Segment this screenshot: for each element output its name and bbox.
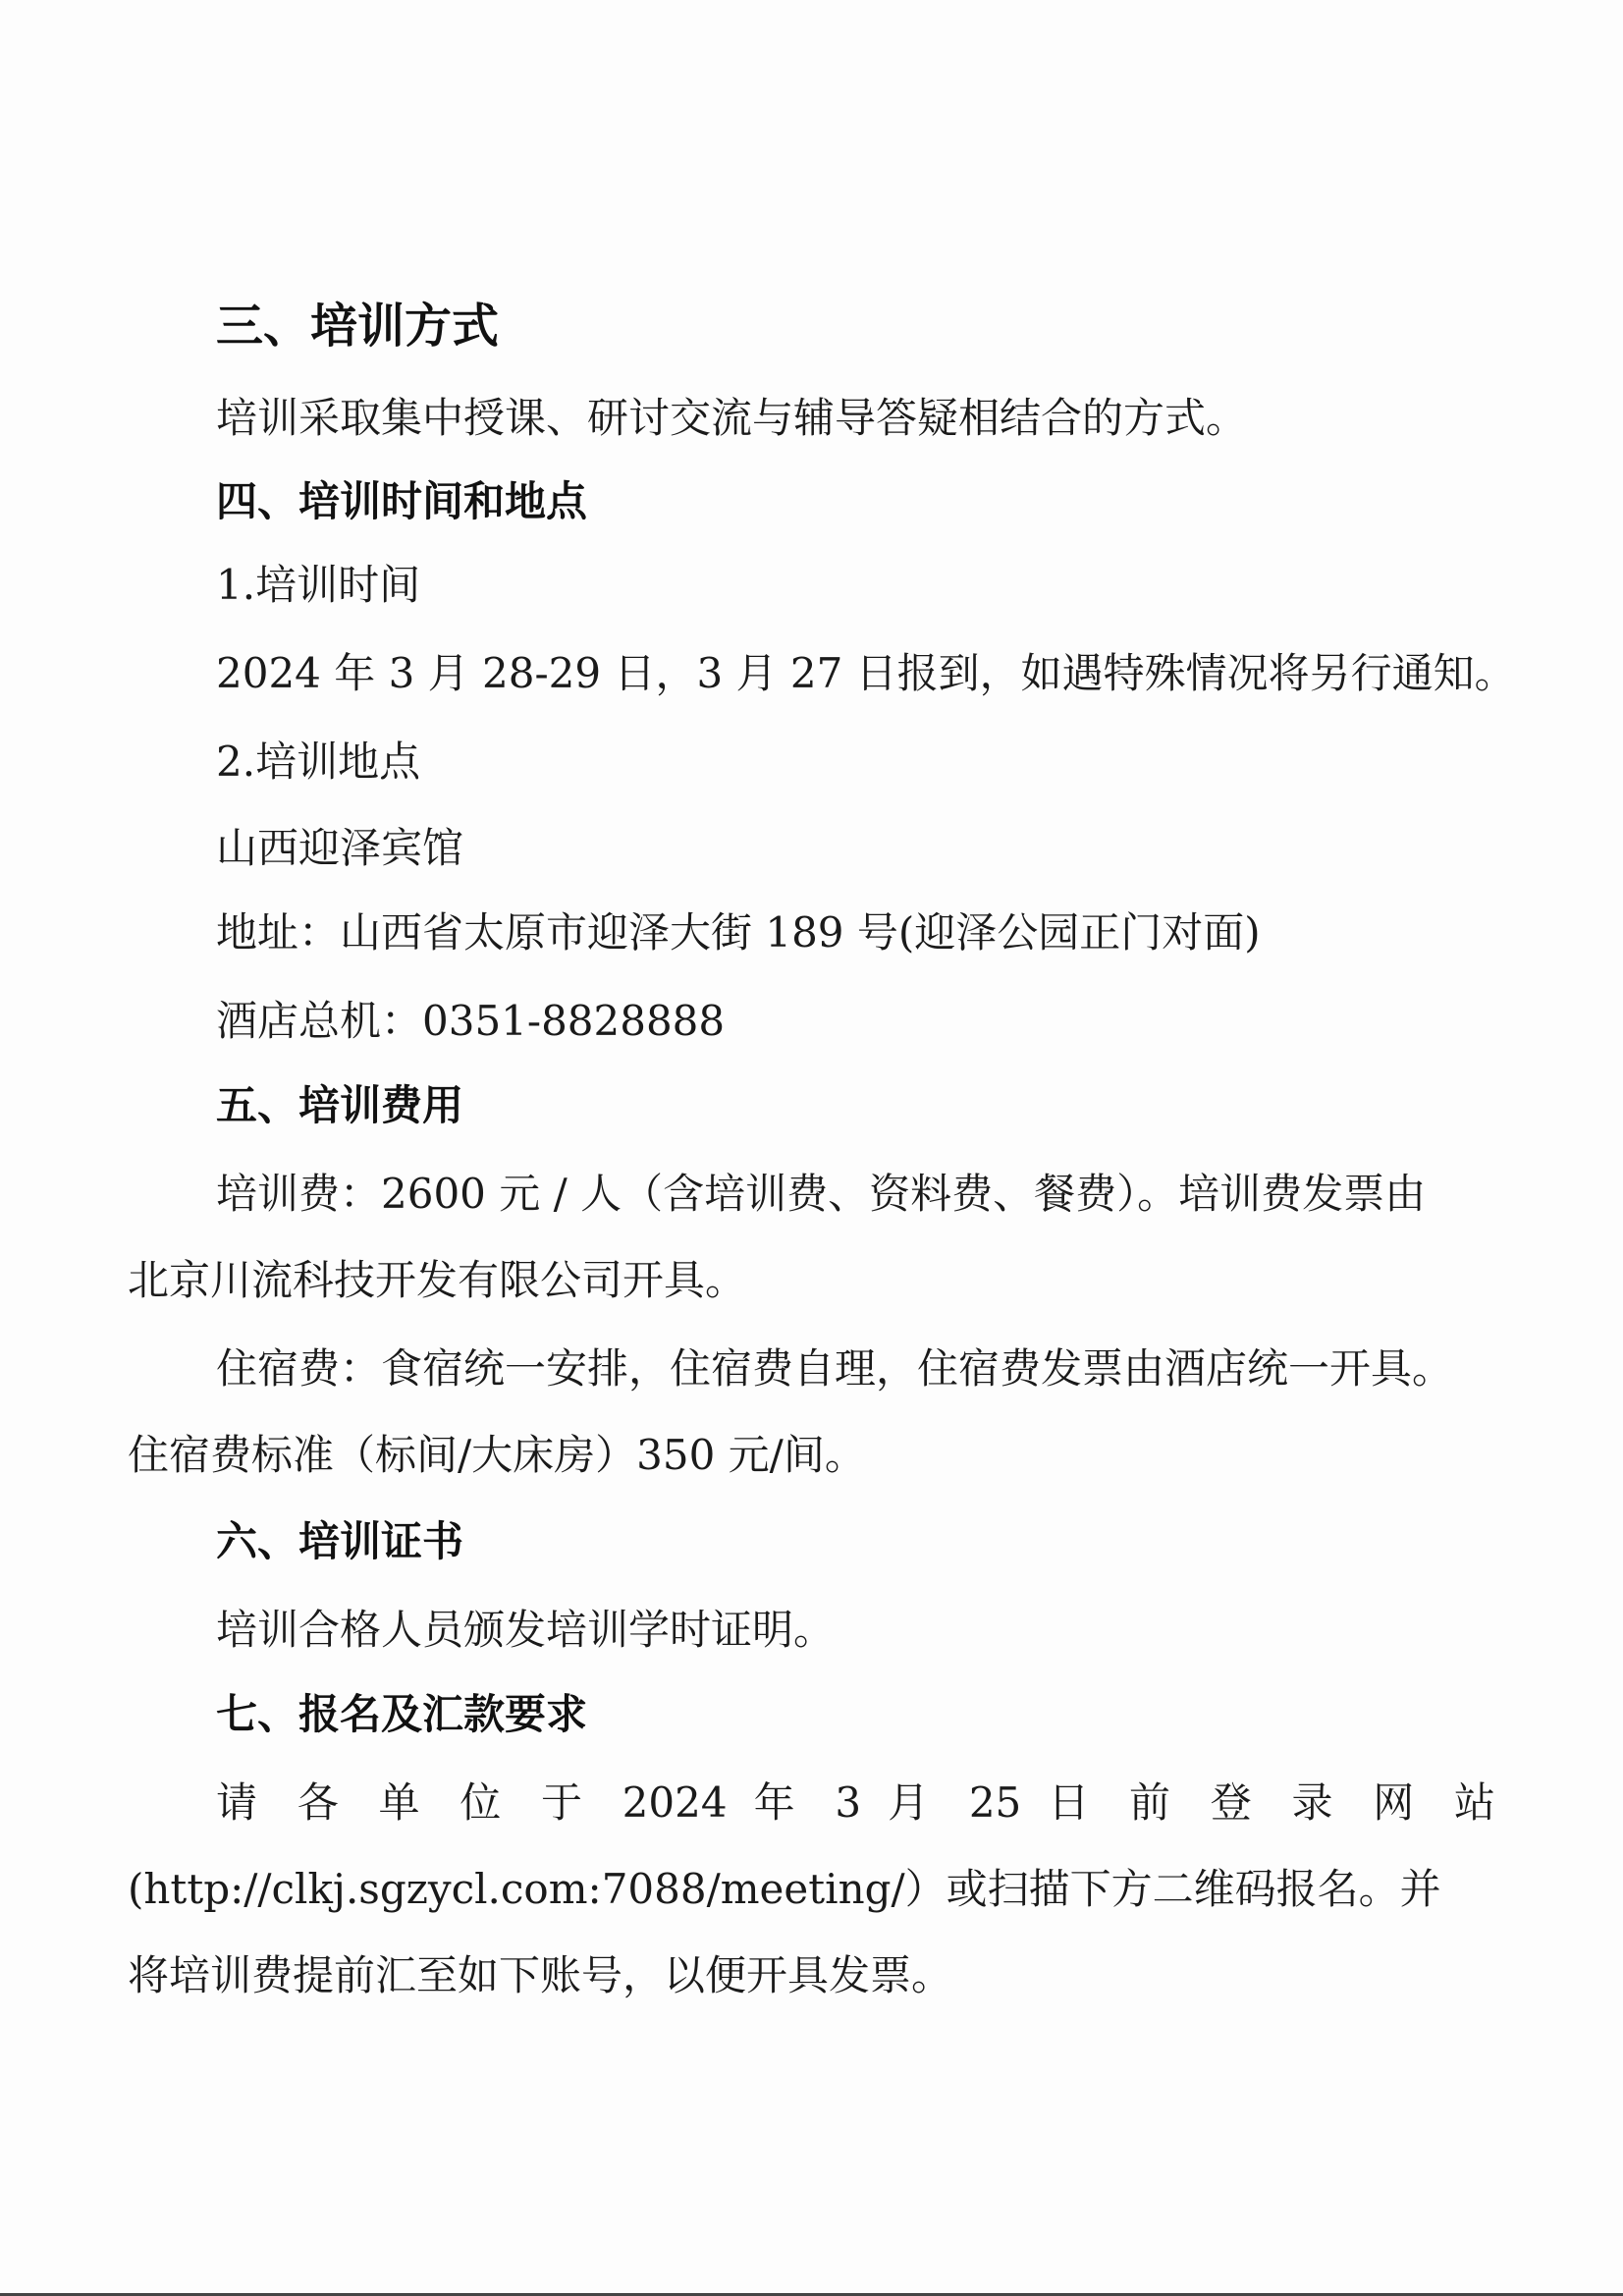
paragraph-training-method: 培训采取集中授课、研讨交流与辅导答疑相结合的方式。	[216, 394, 1248, 442]
paragraph-training-dates: 2024 年 3 月 28-29 日，3 月 27 日报到，如遇特殊情况将另行通知。	[216, 649, 1516, 697]
section-heading-training-method: 三、培训方式	[216, 299, 500, 354]
section-heading-fees: 五、培训费用	[216, 1081, 464, 1129]
paragraph-certificate: 培训合格人员颁发培训学时证明。	[216, 1606, 836, 1654]
paragraph-lodging-fee-line1: 住宿费：食宿统一安排，住宿费自理，住宿费发票由酒店统一开具。	[216, 1344, 1454, 1393]
section-heading-certificate: 六、培训证书	[216, 1517, 464, 1565]
paragraph-training-fee-line1: 培训费：2600 元 / 人（含培训费、资料费、餐费）。培训费发票由	[216, 1170, 1427, 1218]
hotel-phone: 酒店总机：0351-8828888	[216, 997, 726, 1045]
section-heading-registration: 七、报名及汇款要求	[216, 1690, 588, 1738]
section-heading-time-location: 四、培训时间和地点	[216, 477, 588, 525]
registration-line1-text: 请 各 单 位 于 2024 年 3 月 25 日 前 登 录 网 站	[216, 1778, 1495, 1827]
subheading-training-location: 2.培训地点	[216, 738, 421, 786]
paragraph-registration-line3: 将培训费提前汇至如下账号，以便开具发票。	[128, 1951, 953, 1999]
venue-address: 地址：山西省太原市迎泽大街 189 号(迎泽公园正门对面)	[216, 908, 1261, 957]
paragraph-registration-line1	[216, 1774, 1495, 1832]
subheading-training-time: 1.培训时间	[216, 561, 421, 609]
venue-name: 山西迎泽宾馆	[216, 824, 464, 872]
paragraph-registration-line2: (http://clkj.sgzycl.com:7088/meeting/）或扫描下方二维码报名。并	[128, 1865, 1441, 1913]
paragraph-training-fee-line2: 北京川流科技开发有限公司开具。	[128, 1256, 747, 1304]
paragraph-lodging-fee-line2: 住宿费标准（标间/大床房）350 元/间。	[128, 1431, 866, 1479]
